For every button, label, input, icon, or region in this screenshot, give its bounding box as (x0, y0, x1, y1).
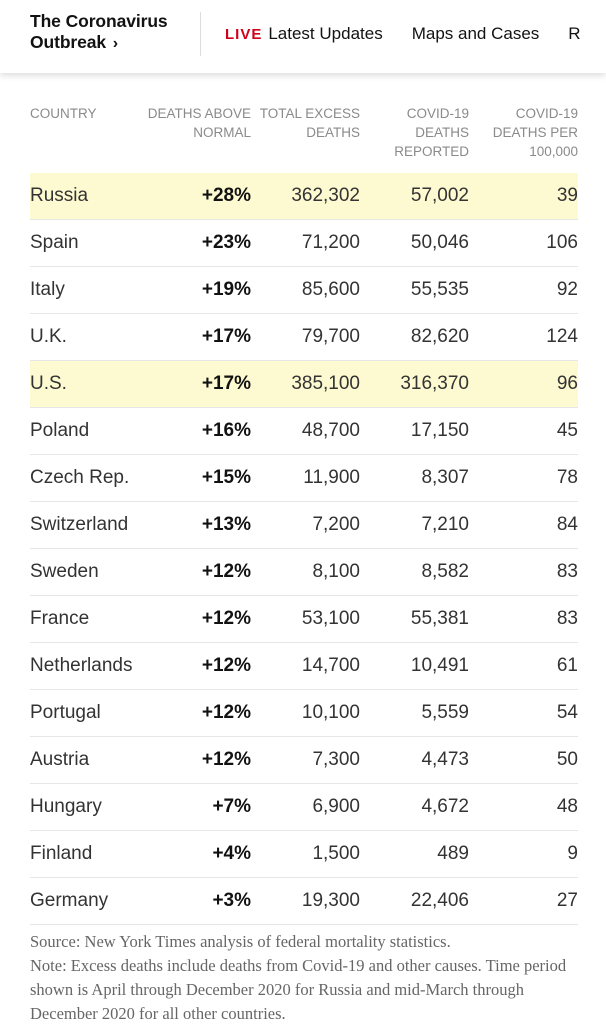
col-header-total-excess-deaths: TOTAL EXCESS DEATHS (259, 106, 360, 140)
cell-country: Germany (30, 878, 142, 925)
cell-covid-deaths-reported: 8,582 (360, 549, 469, 596)
cell-country: Austria (30, 737, 142, 784)
cell-covid-deaths-per-100k: 50 (469, 737, 578, 784)
cell-covid-deaths-reported: 489 (360, 831, 469, 878)
cell-covid-deaths-reported: 82,620 (360, 314, 469, 361)
cell-total-excess-deaths: 85,600 (251, 267, 360, 314)
cell-covid-deaths-per-100k: 61 (469, 643, 578, 690)
table-row (30, 737, 578, 784)
cell-total-excess-deaths: 14,700 (251, 643, 360, 690)
cell-total-excess-deaths: 10,100 (251, 690, 360, 737)
cell-deaths-above-normal: +12% (142, 737, 251, 784)
table-row (30, 361, 578, 408)
cell-covid-deaths-reported: 316,370 (360, 361, 469, 408)
cell-country: Czech Rep. (30, 455, 142, 502)
table-row (30, 690, 578, 737)
cell-covid-deaths-reported: 10,491 (360, 643, 469, 690)
cell-country: Poland (30, 408, 142, 455)
nav-divider (200, 12, 201, 56)
cell-total-excess-deaths: 79,700 (251, 314, 360, 361)
cell-covid-deaths-per-100k: 48 (469, 784, 578, 831)
live-badge: LIVE (225, 26, 263, 43)
cell-country: Hungary (30, 784, 142, 831)
cell-covid-deaths-per-100k: 83 (469, 596, 578, 643)
table-row (30, 878, 578, 925)
brand-line-2: Outbreak (30, 32, 107, 52)
cell-deaths-above-normal: +7% (142, 784, 251, 831)
source-note: Source: New York Times analysis of federal mortality statistics. (30, 932, 451, 951)
cell-deaths-above-normal: +16% (142, 408, 251, 455)
cell-covid-deaths-reported: 57,002 (360, 173, 469, 220)
excess-deaths-table (30, 100, 578, 925)
cell-total-excess-deaths: 362,302 (251, 173, 360, 220)
table-row (30, 455, 578, 502)
cell-covid-deaths-per-100k: 83 (469, 549, 578, 596)
cell-covid-deaths-reported: 55,535 (360, 267, 469, 314)
cell-total-excess-deaths: 8,100 (251, 549, 360, 596)
col-header-covid-deaths-reported: COVID-19 DEATHS REPORTED (394, 106, 469, 159)
cell-deaths-above-normal: +12% (142, 596, 251, 643)
cell-country: Italy (30, 267, 142, 314)
cell-deaths-above-normal: +15% (142, 455, 251, 502)
cell-covid-deaths-reported: 8,307 (360, 455, 469, 502)
cell-covid-deaths-reported: 4,672 (360, 784, 469, 831)
cell-deaths-above-normal: +12% (142, 690, 251, 737)
cell-deaths-above-normal: +12% (142, 643, 251, 690)
cell-country: Switzerland (30, 502, 142, 549)
cell-country: U.K. (30, 314, 142, 361)
cell-covid-deaths-reported: 7,210 (360, 502, 469, 549)
cell-covid-deaths-reported: 17,150 (360, 408, 469, 455)
cell-total-excess-deaths: 385,100 (251, 361, 360, 408)
cell-covid-deaths-per-100k: 124 (469, 314, 578, 361)
cell-country: Portugal (30, 690, 142, 737)
cell-covid-deaths-per-100k: 39 (469, 173, 578, 220)
cell-total-excess-deaths: 19,300 (251, 878, 360, 925)
cell-covid-deaths-per-100k: 106 (469, 220, 578, 267)
table-row (30, 314, 578, 361)
cell-covid-deaths-per-100k: 84 (469, 502, 578, 549)
top-navigation-bar (0, 0, 606, 73)
col-header-deaths-above-normal: DEATHS ABOVE NORMAL (147, 106, 251, 140)
cell-covid-deaths-per-100k: 9 (469, 831, 578, 878)
cell-covid-deaths-reported: 4,473 (360, 737, 469, 784)
table-notes (30, 930, 590, 1026)
cell-deaths-above-normal: +3% (142, 878, 251, 925)
table-row (30, 220, 578, 267)
cell-deaths-above-normal: +12% (142, 549, 251, 596)
table-row (30, 643, 578, 690)
cell-covid-deaths-per-100k: 45 (469, 408, 578, 455)
cell-covid-deaths-reported: 50,046 (360, 220, 469, 267)
cell-covid-deaths-per-100k: 96 (469, 361, 578, 408)
cell-total-excess-deaths: 7,300 (251, 737, 360, 784)
cell-covid-deaths-per-100k: 54 (469, 690, 578, 737)
cell-country: U.S. (30, 361, 142, 408)
table-row (30, 549, 578, 596)
method-note: Note: Excess deaths include deaths from Covid-19 and other causes. Time period shown is April through December 2020 for Russia and mid-March through December 2020 for all other countries. (30, 956, 567, 1023)
nav-latest-updates[interactable] (225, 24, 383, 43)
cell-total-excess-deaths: 71,200 (251, 220, 360, 267)
cell-total-excess-deaths: 11,900 (251, 455, 360, 502)
cell-deaths-above-normal: +17% (142, 361, 251, 408)
table-row (30, 173, 578, 220)
table-row (30, 267, 578, 314)
cell-deaths-above-normal: +4% (142, 831, 251, 878)
cell-country: Spain (30, 220, 142, 267)
col-header-covid-deaths-per-100k: COVID-19 DEATHS PER 100,000 (492, 106, 578, 159)
section-brand-link[interactable] (30, 11, 195, 54)
cell-deaths-above-normal: +23% (142, 220, 251, 267)
nav-latest-updates-label: Latest Updates (268, 24, 383, 43)
cell-country: Netherlands (30, 643, 142, 690)
cell-covid-deaths-per-100k: 78 (469, 455, 578, 502)
table-row (30, 596, 578, 643)
table-row (30, 831, 578, 878)
cell-total-excess-deaths: 48,700 (251, 408, 360, 455)
cell-country: Sweden (30, 549, 142, 596)
cell-covid-deaths-reported: 55,381 (360, 596, 469, 643)
cell-total-excess-deaths: 53,100 (251, 596, 360, 643)
cell-covid-deaths-per-100k: 27 (469, 878, 578, 925)
nav-item-truncated[interactable]: R (568, 24, 581, 43)
nav-maps-and-cases[interactable]: Maps and Cases (411, 24, 540, 43)
cell-covid-deaths-reported: 5,559 (360, 690, 469, 737)
table-row (30, 784, 578, 831)
cell-deaths-above-normal: +28% (142, 173, 251, 220)
table-body (30, 173, 578, 925)
cell-total-excess-deaths: 7,200 (251, 502, 360, 549)
cell-country: France (30, 596, 142, 643)
table-header-row (30, 100, 578, 173)
col-header-country: COUNTRY (30, 106, 97, 121)
cell-covid-deaths-reported: 22,406 (360, 878, 469, 925)
cell-country: Russia (30, 173, 142, 220)
section-nav (225, 23, 606, 46)
cell-deaths-above-normal: +13% (142, 502, 251, 549)
chevron-right-icon: › (112, 35, 119, 52)
cell-total-excess-deaths: 1,500 (251, 831, 360, 878)
cell-total-excess-deaths: 6,900 (251, 784, 360, 831)
table-row (30, 408, 578, 455)
table-row (30, 502, 578, 549)
cell-country: Finland (30, 831, 142, 878)
cell-deaths-above-normal: +17% (142, 314, 251, 361)
brand-line-1: The Coronavirus (30, 11, 168, 31)
cell-covid-deaths-per-100k: 92 (469, 267, 578, 314)
cell-deaths-above-normal: +19% (142, 267, 251, 314)
